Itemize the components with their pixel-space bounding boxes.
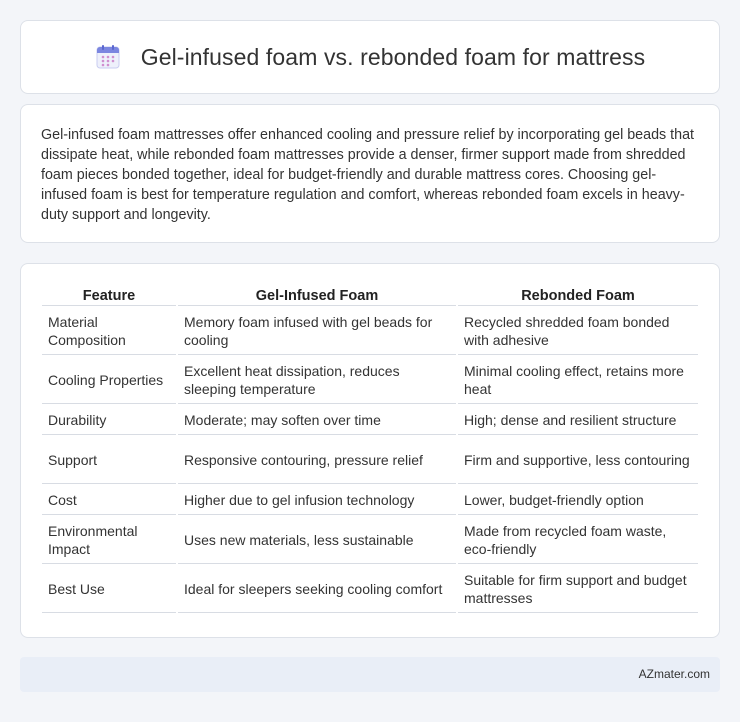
gel-cell: Excellent heat dissipation, reduces sleeping temperature	[178, 357, 456, 404]
intro-text: Gel-infused foam mattresses offer enhanced cooling and pressure relief by incorporating gel beads that dissipate heat, while rebonded foam mattresses provide a denser, firmer support made from shredded foam pieces bonded together, ideal for budget-friendly and durable mattress cores. Choosing gel-infused foam is best for temperature regulation and comfort, whereas rebonded foam excels in heavy-duty support and longevity.	[41, 127, 695, 223]
table-header-row	[42, 286, 698, 306]
header-gel-infused-foam: Gel-Infused Foam	[178, 286, 456, 306]
table-row	[42, 308, 698, 355]
rebonded-cell: Suitable for firm support and budget mattresses	[458, 566, 698, 613]
gel-cell: Moderate; may soften over time	[178, 406, 456, 435]
table-row	[42, 517, 698, 564]
feature-cell: Cost	[42, 486, 176, 515]
gel-cell: Higher due to gel infusion technology	[178, 486, 456, 515]
gel-cell: Responsive contouring, pressure relief	[178, 437, 456, 484]
comparison-table	[40, 284, 700, 615]
feature-cell: Environmental Impact	[42, 517, 176, 564]
rebonded-cell: Firm and supportive, less contouring	[458, 437, 698, 484]
footer-bar	[20, 657, 720, 692]
comparison-table-card	[20, 263, 720, 638]
feature-cell: Best Use	[42, 566, 176, 613]
calendar-icon	[95, 44, 121, 70]
feature-cell: Support	[42, 437, 176, 484]
table-row	[42, 357, 698, 404]
gel-cell: Ideal for sleepers seeking cooling comfort	[178, 566, 456, 613]
rebonded-cell: High; dense and resilient structure	[458, 406, 698, 435]
rebonded-cell: Minimal cooling effect, retains more heat	[458, 357, 698, 404]
gel-cell: Memory foam infused with gel beads for cooling	[178, 308, 456, 355]
table-row	[42, 406, 698, 435]
rebonded-cell: Recycled shredded foam bonded with adhesive	[458, 308, 698, 355]
table-row	[42, 486, 698, 515]
header-rebonded-foam: Rebonded Foam	[458, 286, 698, 306]
feature-cell: Material Composition	[42, 308, 176, 355]
feature-cell: Cooling Properties	[42, 357, 176, 404]
table-row	[42, 566, 698, 613]
gel-cell: Uses new materials, less sustainable	[178, 517, 456, 564]
rebonded-cell: Lower, budget-friendly option	[458, 486, 698, 515]
intro-card	[20, 104, 720, 243]
table-row	[42, 437, 698, 484]
page-title: Gel-infused foam vs. rebonded foam for mattress	[140, 43, 646, 70]
title-card	[20, 20, 720, 94]
rebonded-cell: Made from recycled foam waste, eco-friendly	[458, 517, 698, 564]
header-feature: Feature	[42, 286, 176, 306]
footer-brand: AZmater.com	[638, 667, 710, 681]
feature-cell: Durability	[42, 406, 176, 435]
